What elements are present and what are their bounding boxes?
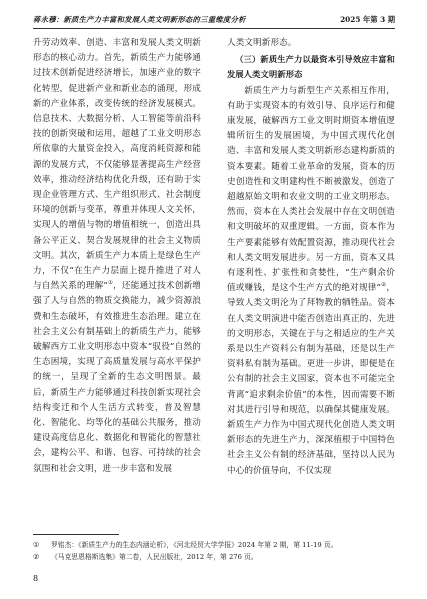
section-subheading: （三）新质生产力以最资本引导效应丰富和发展人类文明新形态 bbox=[227, 54, 395, 80]
footnote-mark: ① bbox=[33, 541, 40, 549]
body-paragraph bbox=[33, 36, 201, 477]
running-header bbox=[33, 12, 395, 29]
footnote-item bbox=[33, 552, 395, 564]
page-number: 8 bbox=[33, 574, 39, 583]
footnote-text: 罗铭杰：《新质生产力的生态内涵论析》，《河北经贸大学学报》2024 年第 2 期，第 11-19 页。 bbox=[51, 541, 338, 549]
footnote-rule bbox=[33, 534, 119, 535]
paragraph-text: ，还能通过技术创新增强了人与自然的物质交换能力，减少资源浪费和生态破坏，有效推进生态治理。建立在社会主义公有制基础上的新质生产力，能够破解西方工业文明形态中资本“驭役”自然的生态困境，实现了高质量发展与高水平保护的统一，呈现了全新的生态文明图景。最后，新质生产力能够通过科技创新实现社会结构变迁和个人生活方式转变，普及智慧化、智能化、均等化的基础公共服务，推动建设高度信息化、数据化和智能化的智慧社会，建构公平、和谐、包容、可持续的社会氛围和社会文明，进一步丰富和发展 bbox=[33, 281, 201, 474]
body-paragraph bbox=[227, 84, 395, 479]
paragraph-text: 新质生产力与新型生产关系相互作用，有助于实现资本的有效引导、良序运行和健康发展，破解西方工业文明时期资本增值逻辑所衍生的发展困境，为中国式现代化创造、丰富和发展人类文明新形态建构新质的资本要素。随着工业革命的发展，资本的历史创造性和文明建构性不断被激发，创造了超越原始文明和农业文明的工业文明形态。然而，资本在人类社会发展中存在文明创造和文明破坏的双重逻辑。一方面，资本作为生产要素能够有效配置资源，推动现代社会和人类文明发展进步。另一方面，资本又具有逐利性、扩张性和贪婪性，“生产剩余价值或赚钱，是这个生产方式的绝对规律” bbox=[227, 85, 395, 294]
left-column bbox=[33, 36, 201, 477]
right-column bbox=[227, 36, 395, 479]
footnote-ref[interactable]: ② bbox=[381, 282, 387, 289]
footnote-item bbox=[33, 540, 395, 552]
paragraph-text: ，导致人类文明沦为了拜物教的牺牲品。资本在人类文明演进中能否创造出真正的、先进的文明形态，关键在于与之相适应的生产关系是以生产资料公有制为基础，还是以生产资料私有制为基础。更进一步讲，即便是在公有制的社会主义国家，资本也不可能完全背离“追求剩余价值”的本性，因而需要不断对其进行引导和规范，以确保其健康发展。新质生产力作为中国式现代化创造人类文明新形态的先进生产力，深深植根于中国特色社会主义公有制的经济基础，坚持以人民为中心的价值导向，不仅实现 bbox=[227, 283, 396, 476]
paragraph-text: 升劳动效率、创造、丰富和发展人类文明新形态的核心动力。首先，新质生产力能够通过技术创新促进经济增长，加速产业的数字化转型，促进新产业和新业态的涌现，形成新的产业体系，改变传统的经济发展模式。信息技术、大数据分析、人工智能等前沿科技的创新突破和运用，超越了工业文明形态所依靠的大量资金投入，高度消耗资源和能源的发展方式，不仅能够显著提高生产经营效率，推动经济结构优化升级，还有助于实现企业管理方式、生产组织形式、社会制度环境的创新与变革，尊重并体现人文关怀，实现人的增值与物的增值相统一，创造出具备公平正义、契合发展规律的社会主义物质文明。其次，新质生产力本质上是绿色生产力，不仅“在生产力层面上提升推进了对人与自然关系的理解” bbox=[33, 38, 201, 292]
running-title: 蒋永穆：新质生产力丰富和发展人类文明新形态的三重维度分析 bbox=[33, 15, 246, 24]
footnotes bbox=[33, 540, 395, 563]
issue-label: 2025 年第 3 期 bbox=[340, 15, 395, 24]
footnote-ref[interactable]: ① bbox=[107, 280, 114, 287]
footnote-text: 《马克思恩格斯选集》第二卷，人民出版社，2012 年，第 276 页。 bbox=[51, 552, 258, 561]
footnote-mark: ② bbox=[33, 552, 40, 561]
body-paragraph: 人类文明新形态。 bbox=[227, 38, 297, 48]
